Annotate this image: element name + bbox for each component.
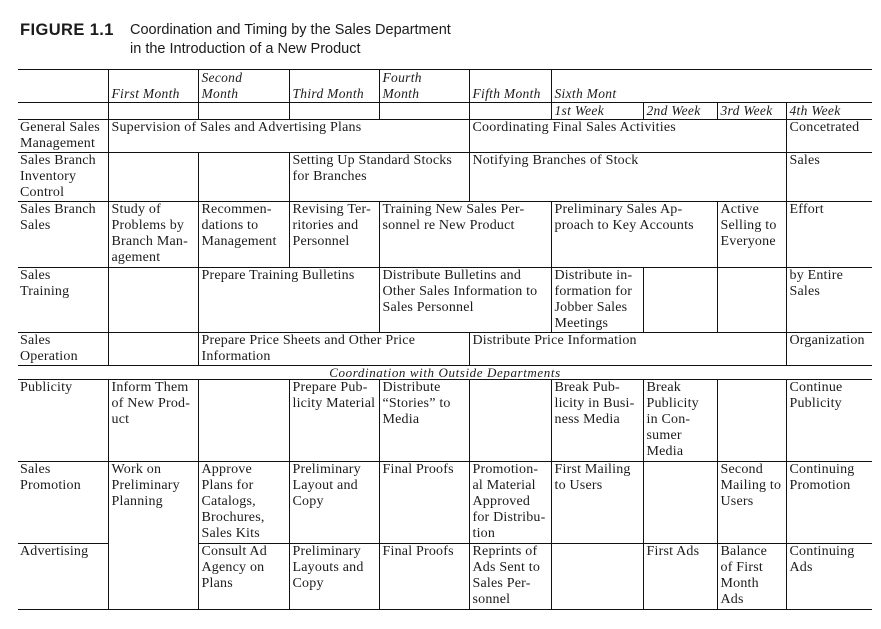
- table-row-sales-promotion: [18, 462, 872, 544]
- empty-cell: [717, 268, 786, 333]
- activity-cell: Reprints of Ads Sent to Sales Per- sonnel: [469, 544, 551, 610]
- month-header-fourth: Fourth Month: [379, 70, 469, 103]
- empty-cell: [469, 103, 551, 120]
- month-header-second: Second Month: [198, 70, 289, 103]
- empty-cell: [643, 462, 717, 544]
- month-header-fifth: Fifth Month: [469, 70, 551, 103]
- activity-cell: Break Publicity in Con- sumer Media: [643, 380, 717, 462]
- month-header-sixth: Sixth Mont: [551, 70, 872, 103]
- empty-cell: [198, 103, 289, 120]
- coordination-timing-table: [18, 69, 872, 610]
- activity-cell: Sales: [786, 153, 872, 202]
- empty-cell: [469, 380, 551, 462]
- activity-cell: Final Proofs: [379, 462, 469, 544]
- activity-cell: Continuing Ads: [786, 544, 872, 610]
- activity-cell: Balance of First Month Ads: [717, 544, 786, 610]
- row-label: Advertising: [18, 544, 108, 610]
- table-row-sales-branch-inventory-control: [18, 153, 872, 202]
- activity-cell: Promotion- al Material Approved for Distribu- tion: [469, 462, 551, 544]
- empty-cell: [108, 103, 198, 120]
- activity-cell: Effort: [786, 202, 872, 268]
- table-row-sales-training: [18, 268, 872, 333]
- activity-cell: Study of Problems by Branch Man- agement: [108, 202, 198, 268]
- activity-cell: Organization: [786, 333, 872, 366]
- empty-cell: [18, 103, 108, 120]
- row-label: Sales Operation: [18, 333, 108, 366]
- week-header-2: 2nd Week: [643, 103, 717, 120]
- activity-cell: Active Selling to Everyone: [717, 202, 786, 268]
- empty-cell: [198, 153, 289, 202]
- table-row-publicity: [18, 380, 872, 462]
- section-divider: Coordination with Outside Departments: [18, 366, 872, 380]
- activity-cell: Distribute in- formation for Jobber Sales Meetings: [551, 268, 643, 333]
- activity-cell: Recommen- dations to Management: [198, 202, 289, 268]
- empty-cell: [379, 103, 469, 120]
- activity-cell: Preliminary Layout and Copy: [289, 462, 379, 544]
- header-corner-cell: [18, 70, 108, 103]
- activity-cell: Work on Preliminary Planning: [108, 462, 198, 610]
- activity-cell: Coordinating Final Sales Activities: [469, 120, 786, 153]
- week-header-4: 4th Week: [786, 103, 872, 120]
- month-header-first: First Month: [108, 70, 198, 103]
- activity-cell: Notifying Branches of Stock: [469, 153, 786, 202]
- activity-cell: Prepare Price Sheets and Other Price Information: [198, 333, 469, 366]
- activity-cell: Second Mailing to Users: [717, 462, 786, 544]
- empty-cell: [198, 380, 289, 462]
- table-row-general-sales-management: [18, 120, 872, 153]
- activity-cell: by Entire Sales: [786, 268, 872, 333]
- figure-title-line: Coordination and Timing by the Sales Department: [130, 22, 451, 38]
- activity-cell: Training New Sales Per- sonnel re New Product: [379, 202, 551, 268]
- activity-cell: Continue Publicity: [786, 380, 872, 462]
- activity-cell: Final Proofs: [379, 544, 469, 610]
- table-row-sales-branch-sales: [18, 202, 872, 268]
- row-label: Sales Branch Inventory Control: [18, 153, 108, 202]
- week-header-row: [18, 103, 872, 120]
- activity-cell: Consult Ad Agency on Plans: [198, 544, 289, 610]
- figure-title: [130, 21, 451, 59]
- activity-cell: Break Pub- licity in Busi- ness Media: [551, 380, 643, 462]
- activity-cell: Prepare Pub- licity Material: [289, 380, 379, 462]
- empty-cell: [108, 333, 198, 366]
- activity-cell: Prepare Training Bulletins: [198, 268, 379, 333]
- activity-cell: Distribute Price Information: [469, 333, 786, 366]
- activity-cell: Setting Up Standard Stocks for Branches: [289, 153, 469, 202]
- row-label: Sales Branch Sales: [18, 202, 108, 268]
- activity-cell: Distribute Bulletins and Other Sales Information to Sales Personnel: [379, 268, 551, 333]
- week-header-1: 1st Week: [551, 103, 643, 120]
- month-header-row: [18, 70, 872, 103]
- row-label: Sales Promotion: [18, 462, 108, 544]
- activity-cell: Continuing Promotion: [786, 462, 872, 544]
- week-header-3: 3rd Week: [717, 103, 786, 120]
- activity-cell: Concetrated: [786, 120, 872, 153]
- empty-cell: [643, 268, 717, 333]
- empty-cell: [551, 544, 643, 610]
- month-header-third: Third Month: [289, 70, 379, 103]
- empty-cell: [108, 268, 198, 333]
- activity-cell: Revising Ter- ritories and Personnel: [289, 202, 379, 268]
- figure-title-line: in the Introduction of a New Product: [130, 41, 361, 57]
- empty-cell: [108, 153, 198, 202]
- activity-cell: Supervision of Sales and Advertising Plans: [108, 120, 469, 153]
- row-label: General Sales Management: [18, 120, 108, 153]
- activity-cell: First Ads: [643, 544, 717, 610]
- activity-cell: Approve Plans for Catalogs, Brochures, Sales Kits: [198, 462, 289, 544]
- activity-cell: Preliminary Sales Ap- proach to Key Accounts: [551, 202, 717, 268]
- row-label: Publicity: [18, 380, 108, 462]
- row-label: Sales Training: [18, 268, 108, 333]
- empty-cell: [289, 103, 379, 120]
- activity-cell: Preliminary Layouts and Copy: [289, 544, 379, 610]
- activity-cell: Inform Them of New Prod- uct: [108, 380, 198, 462]
- activity-cell: Distribute “Stories” to Media: [379, 380, 469, 462]
- empty-cell: [717, 380, 786, 462]
- section-divider-row: [18, 366, 872, 380]
- activity-cell: First Mailing to Users: [551, 462, 643, 544]
- table-row-sales-operation: [18, 333, 872, 366]
- figure-label: FIGURE 1.1: [20, 21, 114, 39]
